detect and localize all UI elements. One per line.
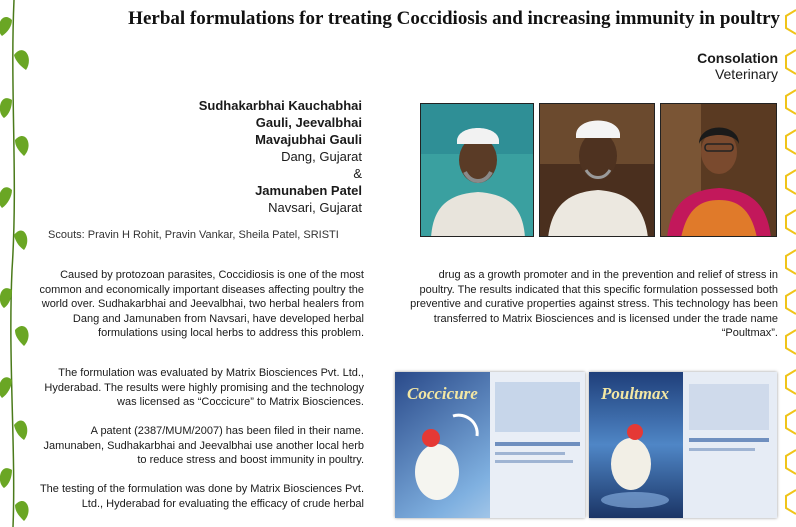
category-secondary: Veterinary <box>714 66 778 82</box>
innovator-photo-1 <box>420 103 534 237</box>
innovator-name-line1: Sudhakarbhai Kauchabhai <box>198 98 362 113</box>
innovator-photo-2 <box>539 103 655 237</box>
innovator-name-line3: Mavajubhai Gauli <box>255 132 362 147</box>
poultmax-brochure-image <box>589 372 777 518</box>
innovator-name-line2: Gauli, Jeevalbhai <box>255 115 362 130</box>
poultmax-label: Poultmax <box>601 384 670 403</box>
coccicure-label: Coccicure <box>407 384 478 403</box>
paragraph-testing: The testing of the formulation was done by Matrix Biosciences Pvt. Ltd., Hyderabad for evaluating the efficacy of crude herbal <box>39 483 364 510</box>
paragraph-evaluation: The formulation was evaluated by Matrix Biosciences Pvt. Ltd., Hyderabad. The results were highly promising and the technology was licensed as “Coccicure” to Matrix Biosciences. <box>44 367 364 408</box>
innovator-ampersand: & <box>353 166 362 181</box>
innovator-place1: Dang, Gujarat <box>281 149 362 164</box>
category-block <box>697 50 778 82</box>
leaf-border-decoration <box>0 0 30 527</box>
innovator-name2: Jamunaben Patel <box>255 183 362 198</box>
paragraph-poultmax: drug as a growth promoter and in the prevention and relief of stress in poultry. The results indicated that this specific formulation possessed both preventive and curative properties against stress. This technology has been transferred to Matrix Biosciences and is licensed under the trade name “Poultmax”. <box>410 269 778 339</box>
scouts-credit: Scouts: Pravin H Rohit, Pravin Vankar, Sheila Patel, SRISTI <box>48 229 339 241</box>
paragraph-intro: Caused by protozoan parasites, Coccidiosis is one of the most common and economically important diseases affecting poultry the world over. Sudhakarbhai and Jeevalbhai, two herbal healers from Dang and Jamunaben from Navsari, have developed herbal formulations using local herbs to address this problem. <box>39 269 364 339</box>
innovator-photo-3 <box>660 103 777 237</box>
innovator-place2: Navsari, Gujarat <box>268 200 362 215</box>
category-primary: Consolation <box>697 50 778 66</box>
page-title: Herbal formulations for treating Coccidiosis and increasing immunity in poultry <box>128 8 780 29</box>
paragraph-patent: A patent (2387/MUM/2007) has been filed in their name. Jamunaben, Sudhakarbhai and Jeevalbhai use another local herb to reduce stress and boost immunity in poultry. <box>43 425 364 466</box>
innovators-block <box>199 97 362 216</box>
coccicure-brochure-image <box>395 372 585 518</box>
